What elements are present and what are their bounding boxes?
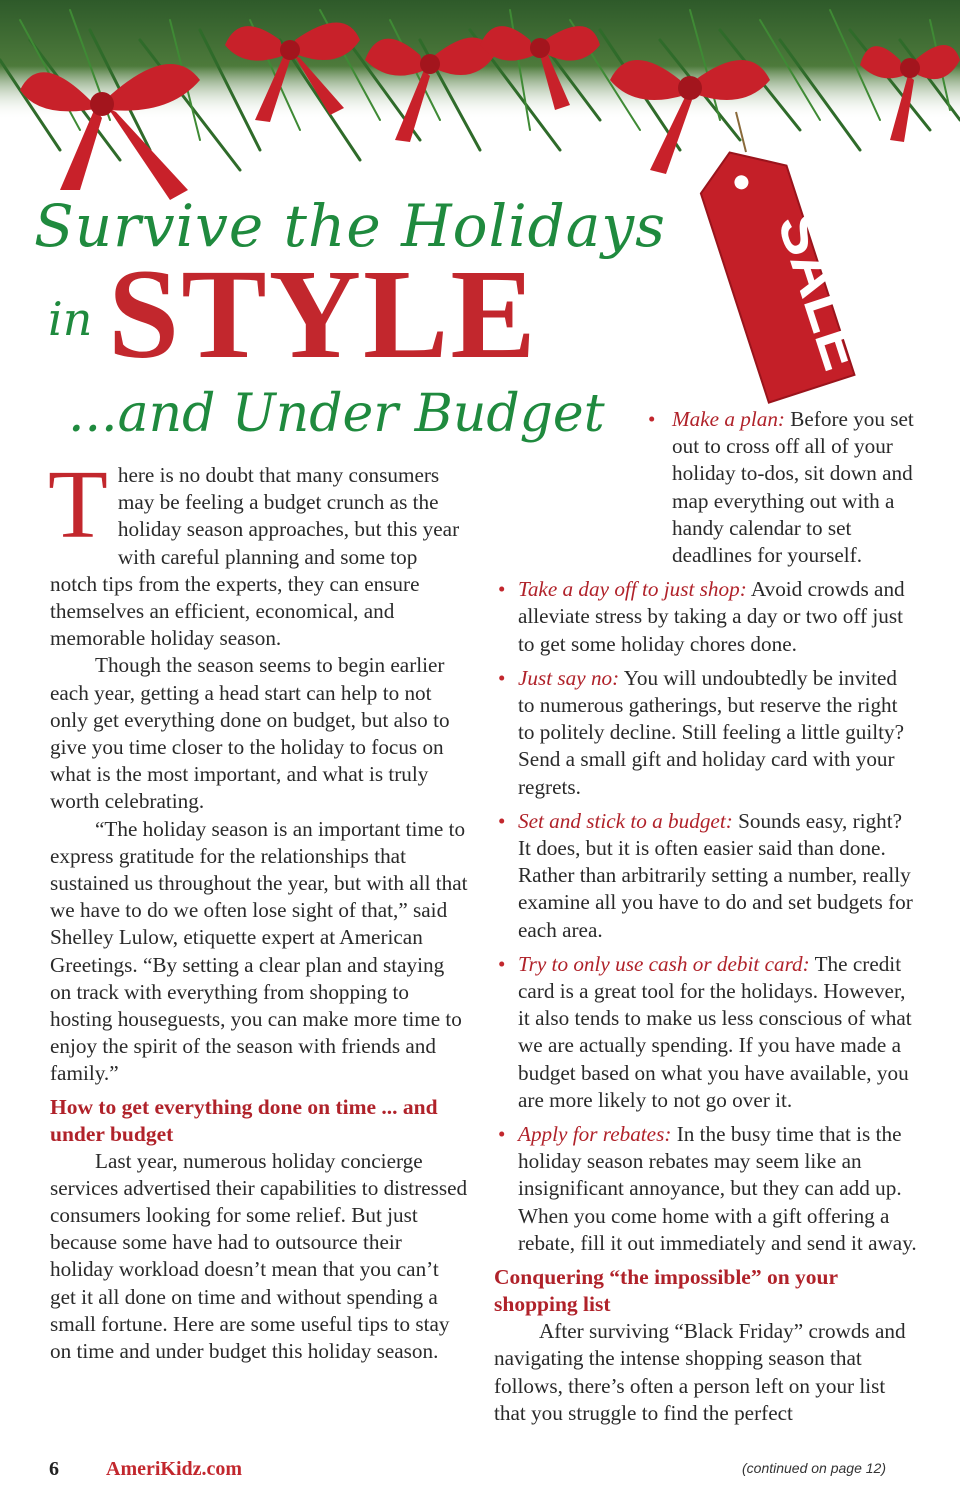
section-paragraph-2: After surviving “Black Friday” crowds and navigating the intense shopping season that follows, there’s often a person left on your list that you struggle to find the perfect [494,1319,906,1425]
page-number: 6 [49,1458,59,1480]
sale-tag-icon [706,112,879,412]
site-name: AmeriKidz.com [106,1458,243,1480]
sale-tag-text: SALE [764,204,879,378]
tip-item: • Set and stick to a budget: Sounds easy, right? It does, but it is often easier said than done. Rather than arbitrarily setting a number, really examine all you have to do and set budgets for each area. [498,808,913,942]
left-column [48,451,468,1365]
bullet-icon: • [498,665,506,690]
tip-item: • Apply for rebates: In the busy time that is the holiday season rebates may seem like an insignificant annoyance, but they can add up. When you come home with a gift offering a rebate, fill it out immediately and send it away. [498,1122,917,1255]
section-heading-impossible: Conquering “the impossible” on your shopping list [494,1265,838,1317]
section-heading-on-time: How to get everything done on time ... and under budget [50,1094,438,1146]
bullet-icon: • [648,407,656,431]
bullet-icon: • [498,577,506,602]
drop-cap: T [48,451,108,559]
continued-note: (continued on page 12) [742,1460,886,1476]
title-in: in [48,292,93,346]
tip-item: • Make a plan: Before you set out to cross off all of your holiday to-dos, sit down and map everything out with a handy calendar to set deadlines for yourself. [648,407,914,568]
bullet-icon: • [498,951,506,976]
tip-item: • Try to only use cash or debit card: The credit card is a great tool for the holidays. However, it also tends to make us less conscious of what we are actually spending. If you have made a budget based on what you have available, you are more likely to not go over it. [498,951,912,1112]
bullet-icon: • [498,1122,506,1147]
intro-paragraph-2: Though the season seems to begin earlier each year, getting a head start can help to not only get everything done on budget, but also to give you time closer to the holiday to focus on what is the most important, and what is truly worth celebrating. [50,653,450,814]
title-line-3: ...and Under Budget [68,384,605,444]
section-paragraph: Last year, numerous holiday concierge services advertised their capabilities to distressed consumers looking for some relief. But just because some have had to outsource their holiday workload doesn’t mean that you can’t get it all done on time and without spending a small fortune. Here are some useful tips to stay on time and under budget this holiday season. [50,1148,468,1364]
tip-item: • Just say no: You will undoubtedly be invited to numerous gatherings, but reserve the right to politely decline. Still feeling a little guilty? Send a small gift and holiday card with your regrets. [498,665,904,799]
right-column [494,406,918,1427]
tip-item: • Take a day off to just shop: Avoid crowds and alleviate stress by taking a day or two off just to get some holiday chores done. [498,577,905,656]
title-style: STYLE [108,243,538,385]
quote-paragraph: “The holiday season is an important time to express gratitude for the relationships that sustained us throughout the year, but with all that we have to do we often lose sight of that,” said Shelley Lulow, etiquette expert at American Greetings. “By setting a clear plan and staying on track with everything from shopping to hosting houseguests, you can make more time to enjoy the spirit of the season with friends and family.” [50,816,468,1086]
title-line-1: Survive the Holidays [34,192,666,260]
intro-paragraph: There is no doubt that many consumers may be feeling a budget crunch as the holiday season approaches, but this year with careful planning and some top notch tips from the experts, they can ensure themselves an efficient, economical, and memorable holiday season. [48,451,460,651]
tips-list [494,406,918,1257]
bullet-icon: • [498,808,506,833]
